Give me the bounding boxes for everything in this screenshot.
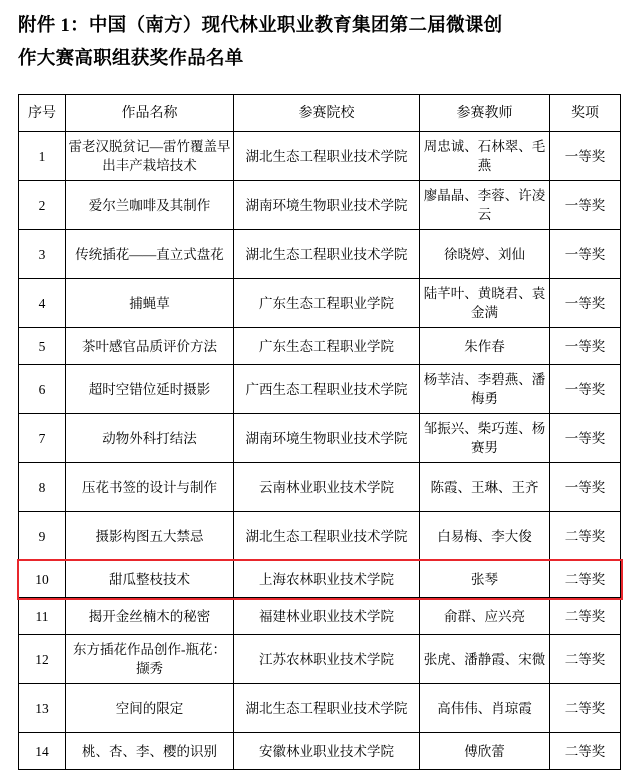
award-table-wrapper	[18, 94, 620, 770]
table-header-row	[19, 95, 621, 132]
cell-teacher: 朱作春	[420, 328, 550, 365]
cell-work-name: 传统插花——直立式盘花	[66, 230, 234, 279]
cell-index: 3	[19, 230, 66, 279]
cell-work-name: 揭开金丝楠木的秘密	[66, 598, 234, 635]
cell-work-name: 茶叶感官品质评价方法	[66, 328, 234, 365]
cell-award: 一等奖	[550, 365, 621, 414]
cell-work-name: 摄影构图五大禁忌	[66, 512, 234, 561]
cell-index: 7	[19, 414, 66, 463]
cell-work-name: 爱尔兰咖啡及其制作	[66, 181, 234, 230]
cell-work-name: 动物外科打结法	[66, 414, 234, 463]
cell-work-name: 甜瓜整枝技术	[66, 561, 234, 598]
cell-teacher: 陆芊叶、黄晓君、袁金满	[420, 279, 550, 328]
cell-work-name: 桃、杏、李、樱的识别	[66, 733, 234, 770]
cell-work-name: 压花书签的设计与制作	[66, 463, 234, 512]
table-row[interactable]	[19, 684, 621, 733]
cell-index: 13	[19, 684, 66, 733]
cell-teacher: 白易梅、李大俊	[420, 512, 550, 561]
cell-award: 二等奖	[550, 512, 621, 561]
cell-index: 11	[19, 598, 66, 635]
table-row[interactable]	[19, 463, 621, 512]
cell-work-name: 超时空错位延时摄影	[66, 365, 234, 414]
cell-award: 一等奖	[550, 181, 621, 230]
award-table	[18, 94, 621, 770]
cell-school: 广东生态工程职业学院	[234, 328, 420, 365]
cell-award: 一等奖	[550, 463, 621, 512]
table-header	[19, 95, 621, 132]
cell-award: 二等奖	[550, 598, 621, 635]
table-row[interactable]	[19, 598, 621, 635]
cell-work-name: 捕蝇草	[66, 279, 234, 328]
cell-award: 二等奖	[550, 561, 621, 598]
table-row[interactable]	[19, 328, 621, 365]
cell-teacher: 邹振兴、柴巧莲、杨赛男	[420, 414, 550, 463]
page-title	[18, 0, 620, 76]
cell-index: 12	[19, 635, 66, 684]
cell-teacher: 杨莘洁、李碧燕、潘梅勇	[420, 365, 550, 414]
cell-teacher: 俞群、应兴亮	[420, 598, 550, 635]
cell-work-name: 空间的限定	[66, 684, 234, 733]
cell-teacher: 周忠诚、石林翠、毛燕	[420, 132, 550, 181]
table-row[interactable]	[19, 561, 621, 598]
page-title-line-2: 作大赛高职组获奖作品名单	[18, 49, 244, 69]
cell-school: 安徽林业职业技术学院	[234, 733, 420, 770]
column-header-index: 序号	[19, 95, 66, 132]
cell-award: 一等奖	[550, 230, 621, 279]
table-row[interactable]	[19, 733, 621, 770]
cell-teacher: 张琴	[420, 561, 550, 598]
cell-index: 1	[19, 132, 66, 181]
cell-index: 9	[19, 512, 66, 561]
cell-index: 14	[19, 733, 66, 770]
table-row[interactable]	[19, 512, 621, 561]
column-header-school: 参赛院校	[234, 95, 420, 132]
cell-work-name: 东方插花作品创作-瓶花：撷秀	[66, 635, 234, 684]
cell-award: 二等奖	[550, 635, 621, 684]
cell-school: 云南林业职业技术学院	[234, 463, 420, 512]
table-row[interactable]	[19, 414, 621, 463]
page-title-line-1: 附件 1：中国（南方）现代林业职业教育集团第二届微课创	[18, 16, 503, 36]
table-row[interactable]	[19, 279, 621, 328]
cell-index: 8	[19, 463, 66, 512]
table-row[interactable]	[19, 132, 621, 181]
column-header-work: 作品名称	[66, 95, 234, 132]
cell-index: 2	[19, 181, 66, 230]
cell-school: 广东生态工程职业学院	[234, 279, 420, 328]
cell-school: 湖北生态工程职业技术学院	[234, 230, 420, 279]
table-row[interactable]	[19, 181, 621, 230]
cell-index: 6	[19, 365, 66, 414]
cell-teacher: 廖晶晶、李蓉、许凌云	[420, 181, 550, 230]
cell-school: 福建林业职业技术学院	[234, 598, 420, 635]
cell-teacher: 徐晓婷、刘仙	[420, 230, 550, 279]
table-row[interactable]	[19, 230, 621, 279]
cell-teacher: 高伟伟、肖琼霞	[420, 684, 550, 733]
cell-index: 5	[19, 328, 66, 365]
table-row[interactable]	[19, 365, 621, 414]
column-header-teacher: 参赛教师	[420, 95, 550, 132]
cell-award: 二等奖	[550, 684, 621, 733]
cell-school: 江苏农林职业技术学院	[234, 635, 420, 684]
cell-award: 二等奖	[550, 733, 621, 770]
table-row[interactable]	[19, 635, 621, 684]
cell-teacher: 张虎、潘静霞、宋微	[420, 635, 550, 684]
cell-award: 一等奖	[550, 132, 621, 181]
cell-teacher: 陈霞、王琳、王齐	[420, 463, 550, 512]
cell-teacher: 傅欣蕾	[420, 733, 550, 770]
cell-school: 湖南环境生物职业技术学院	[234, 414, 420, 463]
cell-award: 一等奖	[550, 279, 621, 328]
cell-school: 湖北生态工程职业技术学院	[234, 132, 420, 181]
table-body	[19, 132, 621, 770]
cell-school: 广西生态工程职业技术学院	[234, 365, 420, 414]
cell-work-name: 雷老汉脱贫记—雷竹覆盖早出丰产栽培技术	[66, 132, 234, 181]
cell-award: 一等奖	[550, 328, 621, 365]
cell-award: 一等奖	[550, 414, 621, 463]
cell-school: 湖北生态工程职业技术学院	[234, 684, 420, 733]
cell-school: 湖北生态工程职业技术学院	[234, 512, 420, 561]
cell-school: 上海农林职业技术学院	[234, 561, 420, 598]
column-header-award: 奖项	[550, 95, 621, 132]
cell-index: 4	[19, 279, 66, 328]
cell-school: 湖南环境生物职业技术学院	[234, 181, 420, 230]
cell-index: 10	[19, 561, 66, 598]
